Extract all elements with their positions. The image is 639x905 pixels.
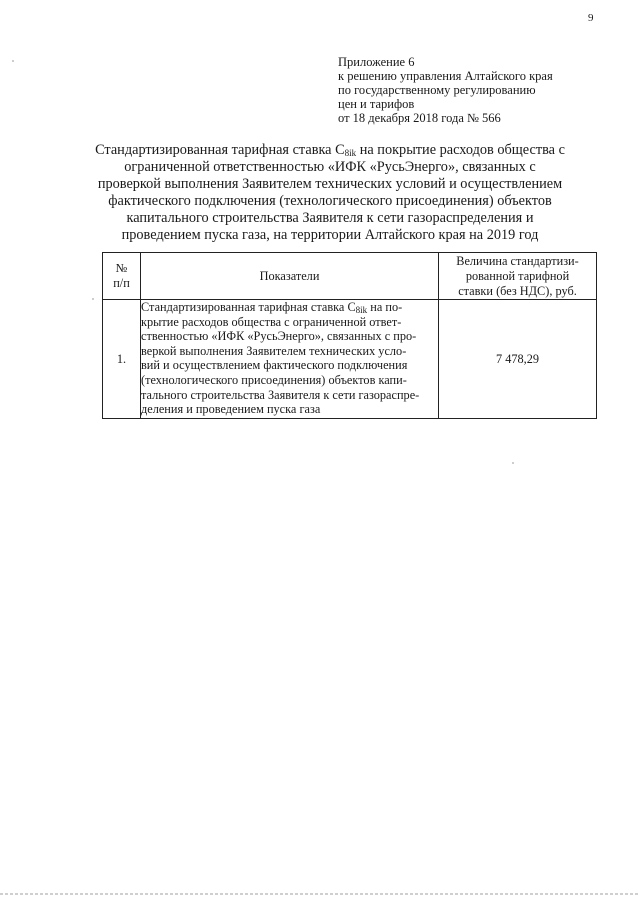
header-value-line: Величина стандартизи-: [456, 253, 579, 268]
title-text: на покрытие расходов общества с: [356, 142, 565, 158]
row-number: 1.: [103, 300, 141, 419]
description-line: крытие расходов общества с ограниченной ответ-: [141, 314, 402, 329]
description-line: [141, 300, 438, 315]
appendix-line: Приложение 6: [338, 55, 415, 69]
header-number-line: №: [115, 261, 128, 275]
header-cell-number: [103, 253, 141, 300]
title-line: [60, 142, 600, 159]
document-title: [60, 142, 600, 244]
description-text: Стандартизированная тарифная ставка С: [141, 300, 356, 314]
header-cell-indicators: Показатели: [141, 253, 439, 300]
title-line: капитального строительства Заявителя к сети газораспределения и: [126, 210, 534, 226]
scan-speck: [512, 462, 514, 464]
title-line: проведением пуска газа, на территории Алтайского края на 2019 год: [121, 227, 539, 243]
row-description: [141, 300, 439, 419]
description-line: деления и проведением пуска газа: [141, 402, 321, 417]
scan-speck: [92, 298, 94, 300]
description-line: веркой выполнения Заявителем технических усло-: [141, 343, 407, 358]
description-line: вий и осуществлением фактического подключения: [141, 358, 408, 373]
description-subscript: 8ik: [355, 305, 368, 315]
description-line: тального строительства Заявителя к сети газораспре-: [141, 387, 420, 402]
description-line: (технологического присоединения) объектов капи-: [141, 372, 407, 387]
table-header-row: [103, 253, 597, 300]
appendix-block: [338, 55, 628, 125]
scan-edge-line: [0, 893, 639, 895]
header-cell-value: [439, 253, 597, 300]
table-row: [103, 300, 597, 419]
tariff-table: [102, 252, 597, 419]
page-number: 9: [588, 12, 594, 24]
appendix-line: по государственному регулированию: [338, 83, 536, 97]
appendix-line: от 18 декабря 2018 года № 566: [338, 111, 501, 125]
title-subscript: 8ik: [344, 148, 357, 158]
header-value-line: рованной тарифной: [465, 268, 570, 283]
title-line: проверкой выполнения Заявителем технических условий и осуществлением: [97, 176, 563, 192]
title-line: ограниченной ответственностью «ИФК «РусьЭнерго», связанных с: [124, 159, 536, 175]
title-text: Стандартизированная тарифная ставка С: [95, 142, 345, 158]
scan-speck: [12, 60, 14, 62]
header-value-line: ставки (без НДС), руб.: [458, 283, 577, 298]
header-number-line: п/п: [113, 276, 130, 290]
title-line: фактического подключения (технологического присоединения) объектов: [108, 193, 552, 209]
row-value: 7 478,29: [439, 300, 597, 419]
description-text: на по-: [367, 300, 403, 314]
appendix-line: цен и тарифов: [338, 97, 415, 111]
description-line: ственностью «ИФК «РусьЭнерго», связанных с про-: [141, 329, 417, 344]
appendix-line: к решению управления Алтайского края: [338, 69, 553, 83]
